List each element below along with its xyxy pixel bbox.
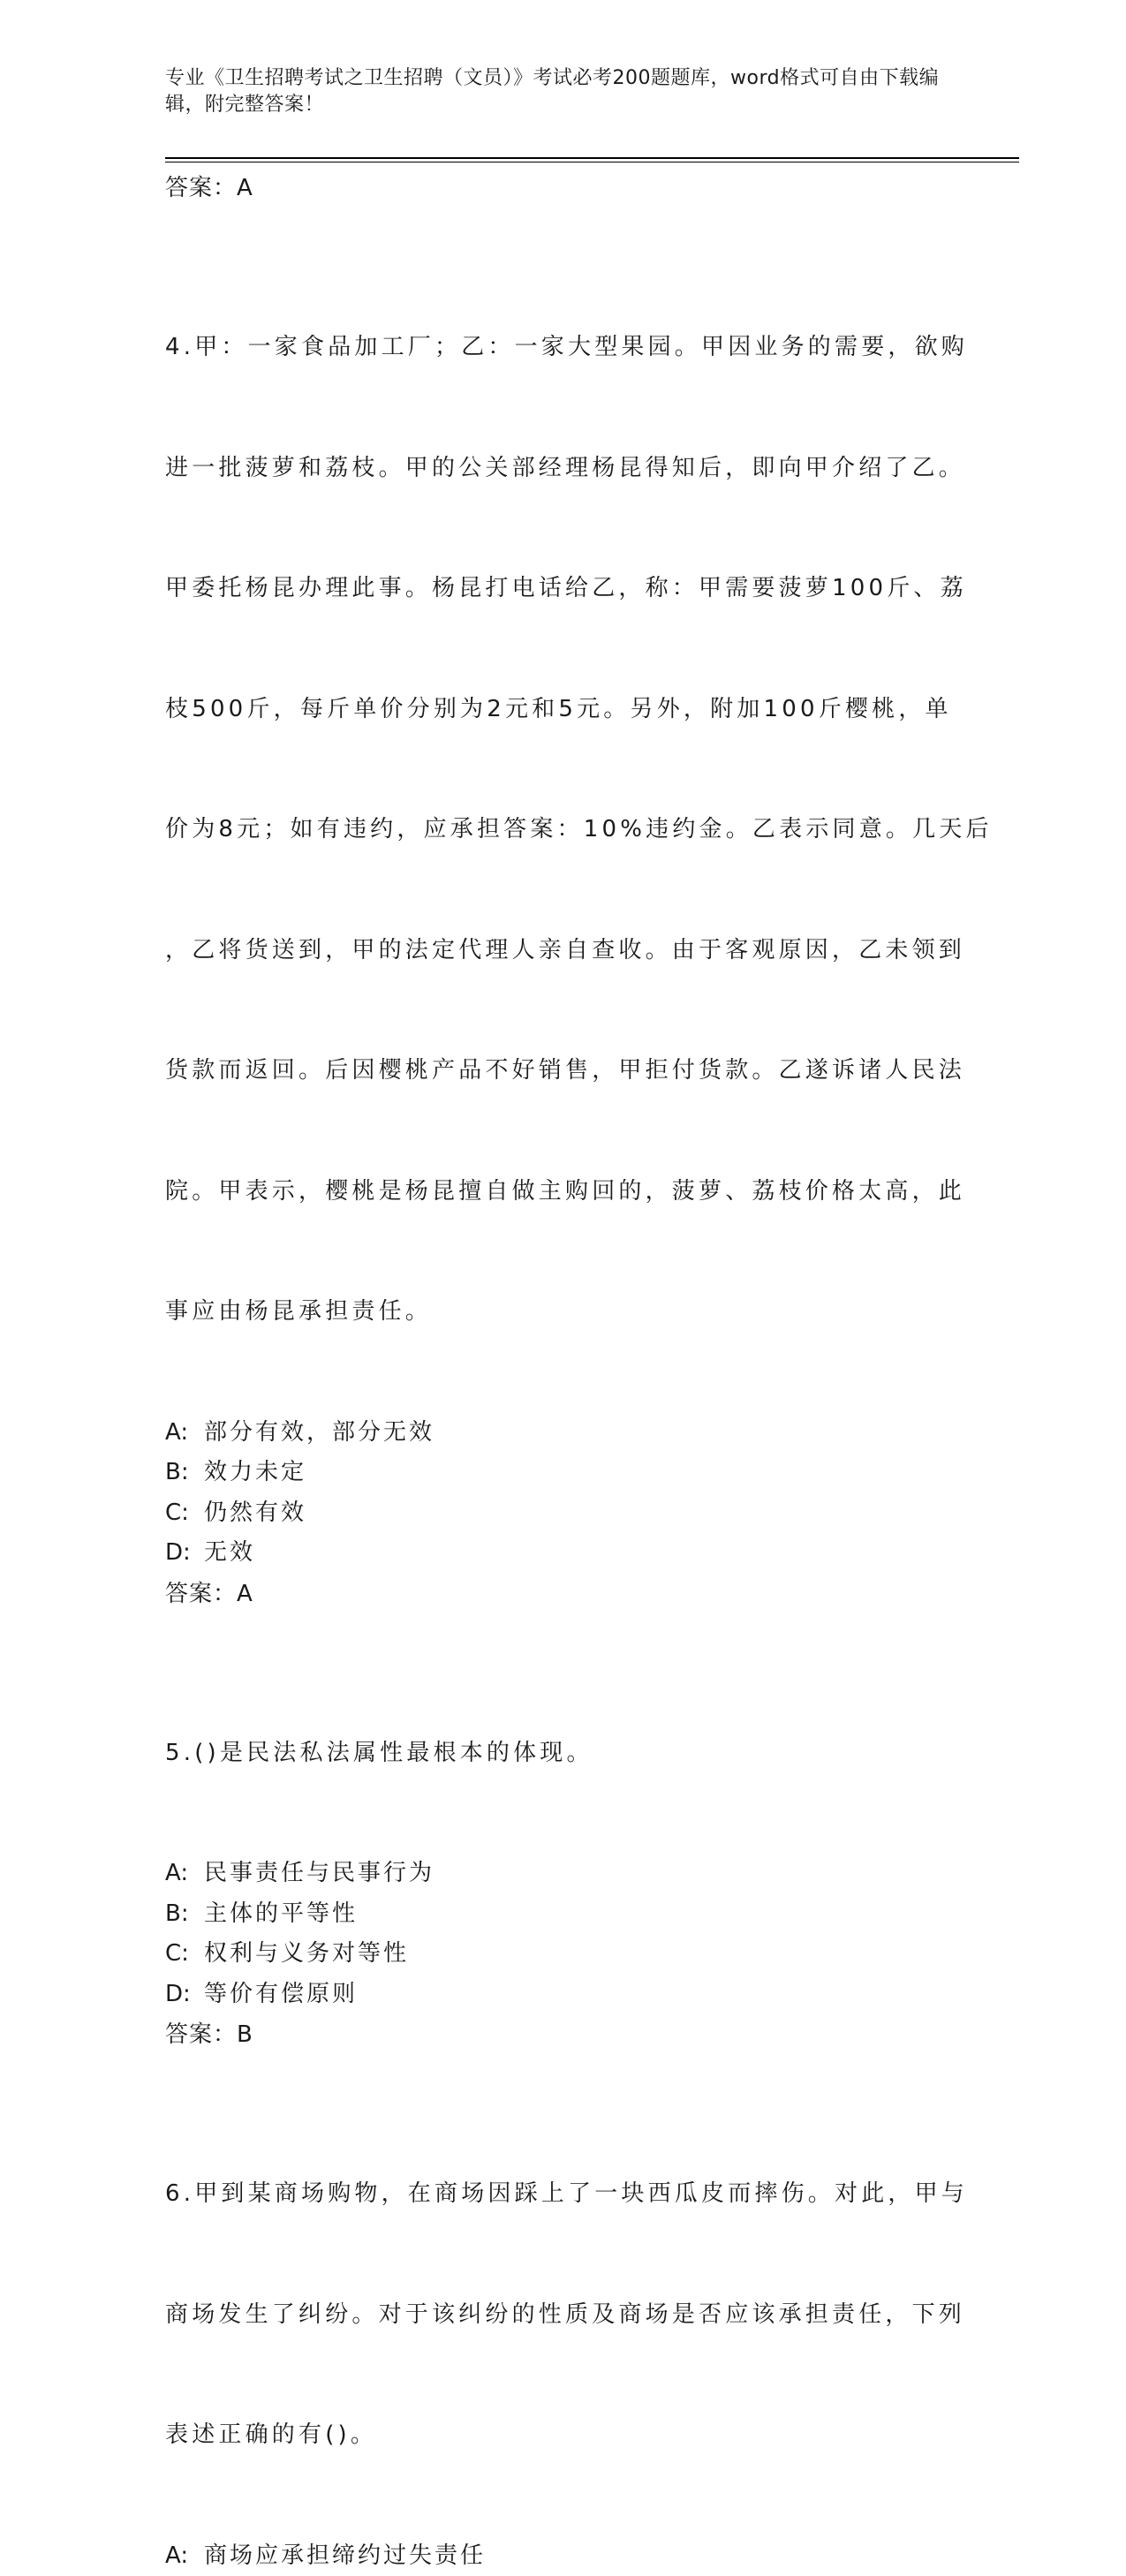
option-key: B: bbox=[165, 1894, 204, 1935]
header-divider-thick bbox=[165, 157, 1019, 159]
option-key: A: bbox=[165, 1413, 204, 1454]
question-block bbox=[165, 2094, 951, 2576]
stem-line: ，乙将货送到，甲的法定代理人亲自查收。由于客观原因，乙未领到 bbox=[165, 931, 951, 971]
stem-line: 5.()是民法私法属性最根本的体现。 bbox=[165, 1734, 951, 1774]
question-stem bbox=[165, 1653, 951, 1855]
option-text: 商场应承担缔约过失责任 bbox=[204, 2542, 486, 2569]
option-a bbox=[165, 2536, 951, 2576]
option-text: 主体的平等性 bbox=[204, 1900, 358, 1927]
option-c bbox=[165, 1934, 951, 1975]
document-header: 专业《卫生招聘考试之卫生招聘（文员）》考试必考200题题库，word格式可自由下载编辑，附完整答案！ bbox=[165, 65, 942, 118]
option-a bbox=[165, 1413, 951, 1454]
stem-line: 4.甲：一家食品加工厂；乙：一家大型果园。甲因业务的需要，欲购 bbox=[165, 328, 951, 368]
option-text: 权利与义务对等性 bbox=[204, 1940, 409, 1967]
stem-line: 院。甲表示，樱桃是杨昆擅自做主购回的，菠萝、荔枝价格太高，此 bbox=[165, 1172, 951, 1212]
option-key: C: bbox=[165, 1493, 204, 1534]
spacer bbox=[165, 2055, 951, 2094]
option-key: A: bbox=[165, 1854, 204, 1894]
option-d bbox=[165, 1533, 951, 1574]
stem-line: 商场发生了纠纷。对于该纠纷的性质及商场是否应该承担责任，下列 bbox=[165, 2295, 951, 2336]
stem-line: 枝500斤，每斤单价分别为2元和5元。另外，附加100斤樱桃，单 bbox=[165, 690, 951, 730]
option-b bbox=[165, 1453, 951, 1493]
option-key: A: bbox=[165, 2536, 204, 2576]
spacer bbox=[165, 1614, 951, 1653]
answer-line: 答案：B bbox=[165, 2014, 951, 2055]
question-stem bbox=[165, 2094, 951, 2536]
question-stem bbox=[165, 247, 951, 1413]
option-key: C: bbox=[165, 1934, 204, 1975]
question-block bbox=[165, 247, 951, 1614]
option-text: 无效 bbox=[204, 1539, 255, 1566]
question-list bbox=[165, 168, 951, 2576]
option-key: D: bbox=[165, 1975, 204, 2015]
stem-line: 价为8元；如有违约，应承担答案：10%违约金。乙表示同意。几天后 bbox=[165, 810, 951, 850]
spacer bbox=[165, 208, 951, 247]
option-a bbox=[165, 1854, 951, 1894]
stem-line: 事应由杨昆承担责任。 bbox=[165, 1292, 951, 1333]
option-text: 等价有偿原则 bbox=[204, 1981, 358, 2007]
option-text: 民事责任与民事行为 bbox=[204, 1860, 435, 1886]
stem-line: 6.甲到某商场购物，在商场因踩上了一块西瓜皮而摔伤。对此，甲与 bbox=[165, 2174, 951, 2215]
stem-line: 甲委托杨昆办理此事。杨昆打电话给乙，称：甲需要菠萝100斤、荔 bbox=[165, 569, 951, 609]
stem-line: 表述正确的有()。 bbox=[165, 2415, 951, 2456]
stem-line: 货款而返回。后因樱桃产品不好销售，甲拒付货款。乙遂诉诸人民法 bbox=[165, 1051, 951, 1092]
answer-line: 答案：A bbox=[165, 168, 951, 208]
option-c bbox=[165, 1493, 951, 1534]
option-b bbox=[165, 1894, 951, 1935]
option-text: 效力未定 bbox=[204, 1459, 306, 1485]
question-block bbox=[165, 1653, 951, 2056]
option-key: D: bbox=[165, 1533, 204, 1574]
option-d bbox=[165, 1975, 951, 2015]
answer-line: 答案：A bbox=[165, 1574, 951, 1614]
option-text: 部分有效，部分无效 bbox=[204, 1419, 435, 1446]
option-key: B: bbox=[165, 1453, 204, 1493]
option-text: 仍然有效 bbox=[204, 1500, 306, 1526]
stem-line: 进一批菠萝和荔枝。甲的公关部经理杨昆得知后，即向甲介绍了乙。 bbox=[165, 449, 951, 489]
